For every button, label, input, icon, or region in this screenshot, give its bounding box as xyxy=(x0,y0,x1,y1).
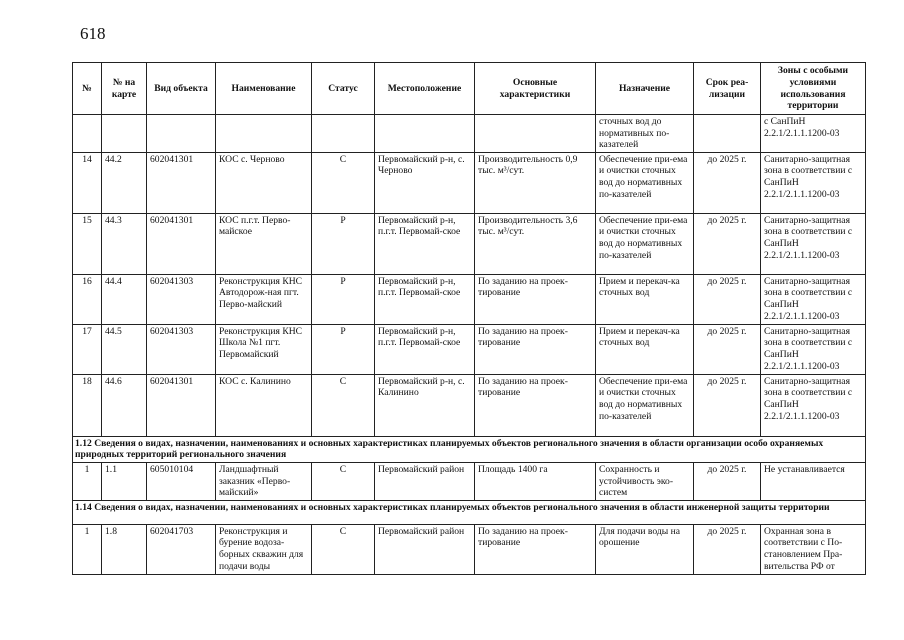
purpose-cell: сточных вод до нормативных по-казателей xyxy=(596,115,694,153)
object-purpose: Прием и перекач-ка сточных вод xyxy=(596,274,694,324)
object-kind: 602041703 xyxy=(147,524,216,574)
map-number: 44.5 xyxy=(102,324,147,374)
table-row xyxy=(73,152,866,213)
object-purpose: Сохранность и устойчивость эко-систем xyxy=(596,462,694,500)
object-name: Реконструкция КНС Автодорож-ная пгт. Перво-майский xyxy=(216,274,312,324)
object-specs: Площадь 1400 га xyxy=(475,462,596,500)
section-heading-row xyxy=(73,436,866,462)
object-status: Р xyxy=(312,213,375,274)
object-purpose: Для подачи воды на орошение xyxy=(596,524,694,574)
object-zone: Санитарно-защитная зона в соответствии с СанПиН 2.2.1/2.1.1.1200-03 xyxy=(761,213,866,274)
row-number: 1 xyxy=(73,524,102,574)
table-row xyxy=(73,115,866,153)
planned-objects-table xyxy=(72,62,866,575)
object-status: С xyxy=(312,524,375,574)
object-kind: 602041301 xyxy=(147,152,216,213)
map-number: 44.2 xyxy=(102,152,147,213)
table-row xyxy=(73,374,866,436)
object-zone: Санитарно-защитная зона в соответствии с СанПиН 2.2.1/2.1.1.1200-03 xyxy=(761,152,866,213)
object-term: до 2025 г. xyxy=(694,213,761,274)
object-location: Первомайский р-н, с. Калинино xyxy=(375,374,475,436)
object-specs: По заданию на проек-тирование xyxy=(475,374,596,436)
object-term: до 2025 г. xyxy=(694,462,761,500)
object-specs: По заданию на проек-тирование xyxy=(475,274,596,324)
map-number: 1.1 xyxy=(102,462,147,500)
row-number: 15 xyxy=(73,213,102,274)
object-specs: Производительность 3,6 тыс. м³/сут. xyxy=(475,213,596,274)
object-name: Реконструкция КНС Школа №1 пгт. Первомайский xyxy=(216,324,312,374)
object-status: Р xyxy=(312,324,375,374)
object-zone: Охранная зона в соответствии с По-становлением Пра-вительства РФ от xyxy=(761,524,866,574)
header-cell: Наименование xyxy=(216,63,312,115)
object-kind: 602041301 xyxy=(147,374,216,436)
header-cell: Основные характеристики xyxy=(475,63,596,115)
object-kind: 605010104 xyxy=(147,462,216,500)
section-title: 1.14 Сведения о видах, назначении, наименованиях и основных характеристиках планируемых объектов регионального значения в области инженерной защиты территории xyxy=(73,500,866,524)
object-location: Первомайский р-н, п.г.т. Первомай-ское xyxy=(375,213,475,274)
object-zone: Санитарно-защитная зона в соответствии с СанПиН 2.2.1/2.1.1.1200-03 xyxy=(761,324,866,374)
zone-cell: с СанПиН 2.2.1/2.1.1.1200-03 xyxy=(761,115,866,153)
section-title: 1.12 Сведения о видах, назначении, наименованиях и основных характеристиках планируемых объектов регионального значения в области организации особо охраняемых природных территорий регионального значения xyxy=(73,436,866,462)
row-number: 16 xyxy=(73,274,102,324)
object-zone: Не устанавливается xyxy=(761,462,866,500)
header-cell: Статус xyxy=(312,63,375,115)
object-status: С xyxy=(312,152,375,213)
object-term: до 2025 г. xyxy=(694,324,761,374)
object-location: Первомайский район xyxy=(375,462,475,500)
object-name: КОС с. Черново xyxy=(216,152,312,213)
row-number: 17 xyxy=(73,324,102,374)
map-number: 1.8 xyxy=(102,524,147,574)
object-term: до 2025 г. xyxy=(694,524,761,574)
table-row xyxy=(73,324,866,374)
object-status: С xyxy=(312,462,375,500)
row-number: 14 xyxy=(73,152,102,213)
header-cell: Срок реа-лизации xyxy=(694,63,761,115)
object-term: до 2025 г. xyxy=(694,274,761,324)
object-name: Реконструкция и бурение водоза-борных скважин для подачи воды xyxy=(216,524,312,574)
header-cell: Назначение xyxy=(596,63,694,115)
object-zone: Санитарно-защитная зона в соответствии с СанПиН 2.2.1/2.1.1.1200-03 xyxy=(761,274,866,324)
map-number: 44.3 xyxy=(102,213,147,274)
map-number: 44.6 xyxy=(102,374,147,436)
object-specs: По заданию на проек-тирование xyxy=(475,524,596,574)
object-specs: По заданию на проек-тирование xyxy=(475,324,596,374)
object-term: до 2025 г. xyxy=(694,152,761,213)
object-kind: 602041303 xyxy=(147,324,216,374)
row-number: 1 xyxy=(73,462,102,500)
object-purpose: Обеспечение при-ема и очистки сточных вод до нормативных по-казателей xyxy=(596,374,694,436)
header-cell: Зоны с особыми условиями использования территории xyxy=(761,63,866,115)
object-name: КОС с. Калинино xyxy=(216,374,312,436)
map-number: 44.4 xyxy=(102,274,147,324)
object-purpose: Прием и перекач-ка сточных вод xyxy=(596,324,694,374)
table-header-row xyxy=(73,63,866,115)
page-number: 618 xyxy=(80,24,106,43)
row-number: 18 xyxy=(73,374,102,436)
object-location: Первомайский р-н, с. Черново xyxy=(375,152,475,213)
header-cell: Вид объекта xyxy=(147,63,216,115)
header-cell: Местоположение xyxy=(375,63,475,115)
table-row xyxy=(73,213,866,274)
section-heading-row xyxy=(73,500,866,524)
object-kind: 602041301 xyxy=(147,213,216,274)
table-row xyxy=(73,524,866,574)
header-cell: № на карте xyxy=(102,63,147,115)
object-status: Р xyxy=(312,274,375,324)
object-purpose: Обеспечение при-ема и очистки сточных вод до нормативных по-казателей xyxy=(596,152,694,213)
object-name: Ландшафтный заказник «Перво-майский» xyxy=(216,462,312,500)
object-zone: Санитарно-защитная зона в соответствии с СанПиН 2.2.1/2.1.1.1200-03 xyxy=(761,374,866,436)
object-status: С xyxy=(312,374,375,436)
table-row xyxy=(73,462,866,500)
object-specs: Производительность 0,9 тыс. м³/сут. xyxy=(475,152,596,213)
header-cell: № xyxy=(73,63,102,115)
object-location: Первомайский р-н, п.г.т. Первомай-ское xyxy=(375,274,475,324)
object-name: КОС п.г.т. Перво-майское xyxy=(216,213,312,274)
object-kind: 602041303 xyxy=(147,274,216,324)
object-location: Первомайский район xyxy=(375,524,475,574)
table-row xyxy=(73,274,866,324)
object-term: до 2025 г. xyxy=(694,374,761,436)
object-purpose: Обеспечение при-ема и очистки сточных вод до нормативных по-казателей xyxy=(596,213,694,274)
object-location: Первомайский р-н, п.г.т. Первомай-ское xyxy=(375,324,475,374)
